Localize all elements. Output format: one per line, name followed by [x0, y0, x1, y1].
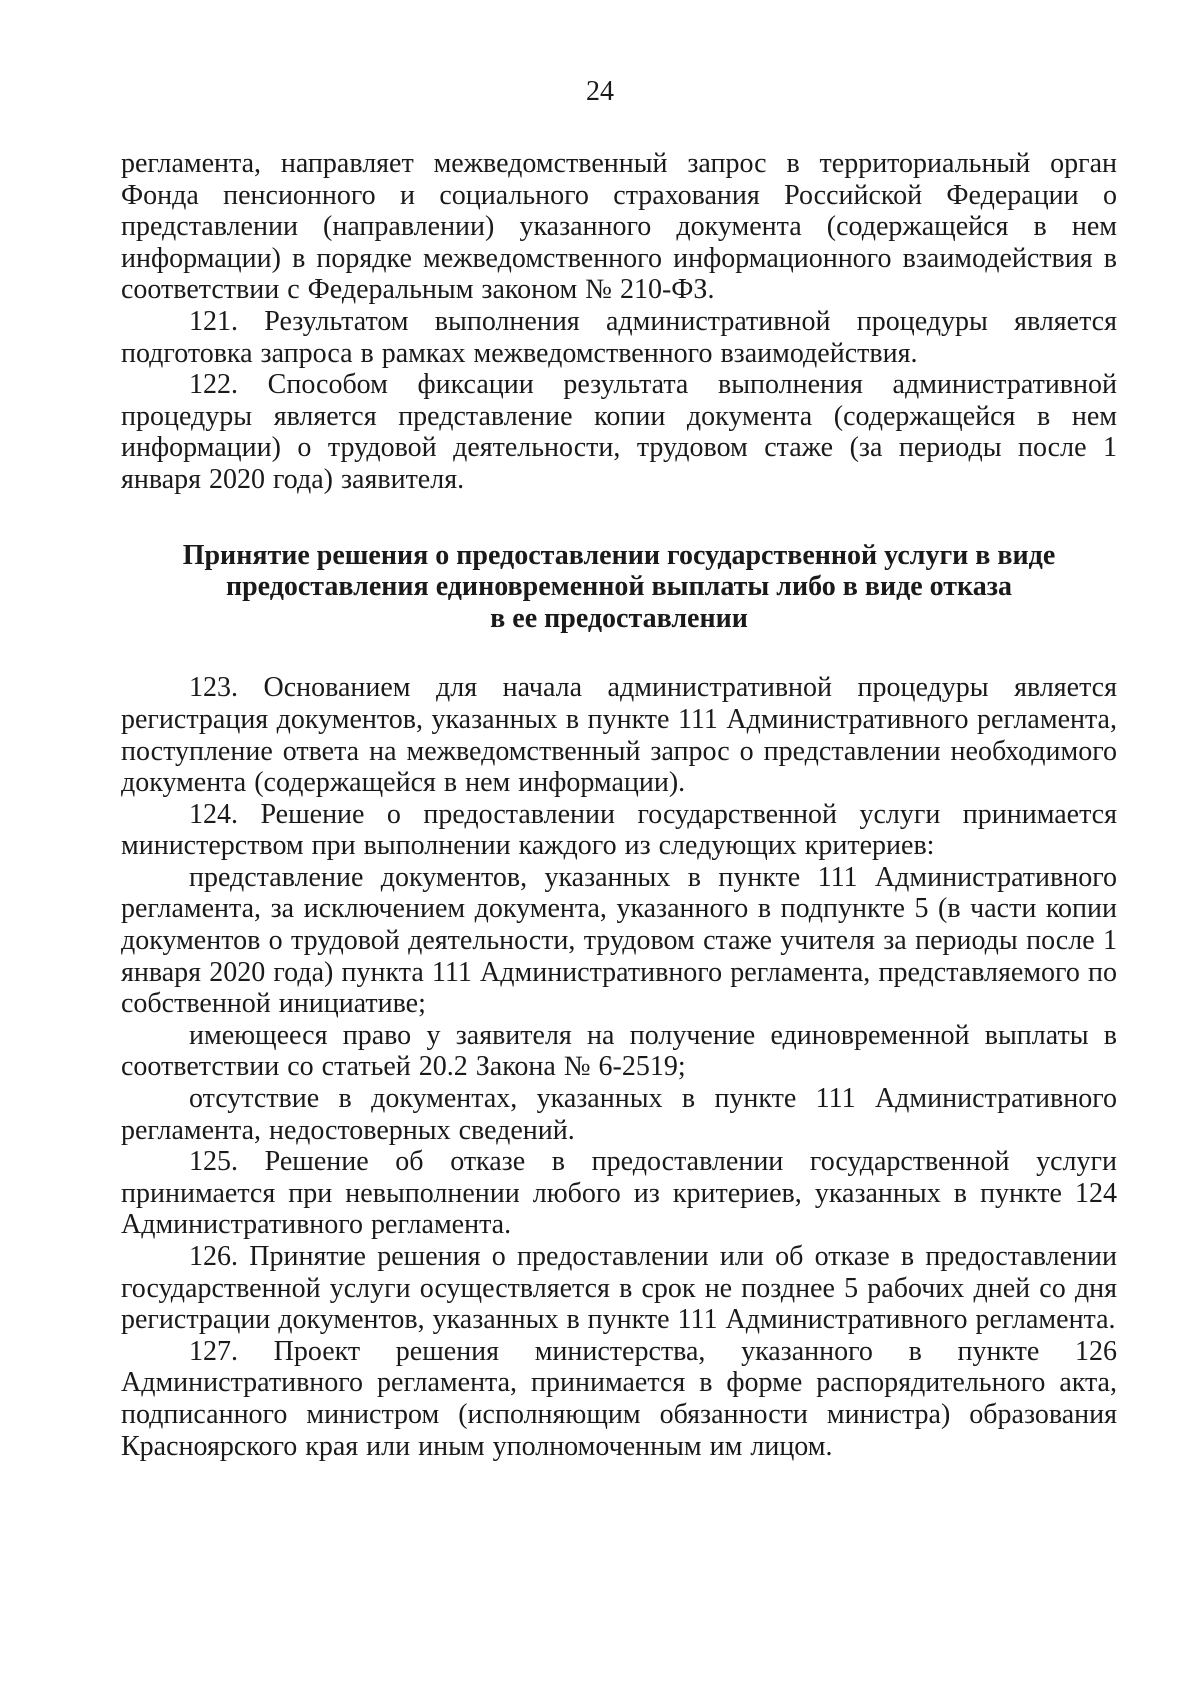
paragraph-122: 122. Способом фиксации результата выполнения административной процедуры является представление копии документа (содержащейся в нем информации) о трудовой деятельности, трудовом стаже (за периоды после 1 января 2020 года) заявителя. [121, 369, 1117, 495]
paragraph-124-criterion-3: отсутствие в документах, указанных в пункте 111 Административного регламента, недостоверных сведений. [121, 1083, 1117, 1146]
paragraph-124: 124. Решение о предоставлении государственной услуги принимается министерством при выполнении каждого из следующих критериев: [121, 798, 1117, 862]
paragraph-121: 121. Результатом выполнения административной процедуры является подготовка запроса в рамках межведомственного взаимодействия. [121, 305, 1117, 369]
paragraph-126: 126. Принятие решения о предоставлении или об отказе в предоставлении государственной услуги осуществляется в срок не позднее 5 рабочих дней со дня регистрации документов, указанных в пункте 111 Административного регламента. [121, 1241, 1117, 1336]
section-heading [121, 540, 1117, 635]
section-heading-line-2: предоставления единовременной выплаты либо в виде отказа [225, 571, 1013, 603]
paragraph-124-criterion-2: имеющееся право у заявителя на получение единовременной выплаты в соответствии со статьей 20.2 Закона № 6-2519; [121, 1019, 1117, 1083]
paragraph-127: 127. Проект решения министерства, указанного в пункте 126 Административного регламента, принимается в форме распорядительного акта, подписанного министром (исполняющим обязанности министра) образования Красноярского края или иным уполномоченным им лицом. [121, 1335, 1117, 1462]
section-heading-line-3: в ее предоставлении [490, 602, 748, 634]
paragraph-124-criterion-1: представление документов, указанных в пункте 111 Административного регламента, за исключением документа, указанного в подпункте 5 (в части копии документов о трудовой деятельности, трудовом стаже учителя за периоды после 1 января 2020 года) пункта 111 Административного регламента, представляемого по собственной инициативе; [121, 861, 1117, 1020]
document-body [121, 148, 1117, 1462]
paragraph-123: 123. Основанием для начала административной процедуры является регистрация документов, указанных в пункте 111 Административного регламента, поступление ответа на межведомственный запрос о представлении необходимого документа (содержащейся в нем информации). [121, 672, 1117, 799]
paragraph-continuation: регламента, направляет межведомственный запрос в территориальный орган Фонда пенсионного и социального страхования Российской Федерации о представлении (направлении) указанного документа (содержащейся в нем информации) в порядке межведомственного информационного взаимодействия в соответствии с Федеральным законом № 210-ФЗ. [121, 148, 1117, 306]
section-heading-line-1: Принятие решения о предоставлении государственной услуги в виде [182, 539, 1056, 571]
page-number: 24 [586, 76, 614, 107]
paragraph-125: 125. Решение об отказе в предоставлении государственной услуги принимается при невыполнении любого из критериев, указанных в пункте 124 Административного регламента. [121, 1146, 1117, 1241]
